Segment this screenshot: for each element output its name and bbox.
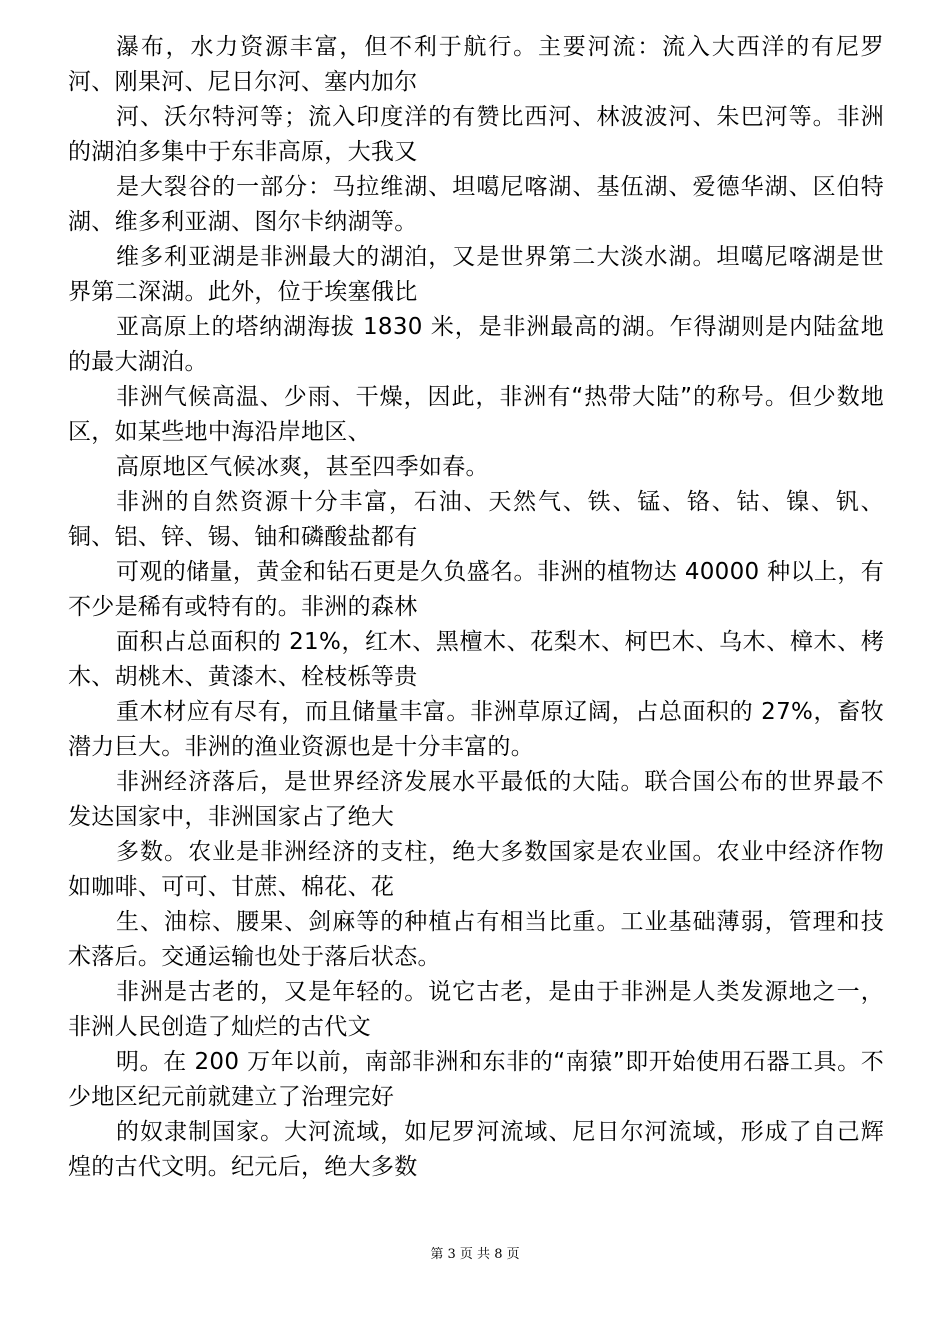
paragraph: 的奴隶制国家。大河流域，如尼罗河流域、尼日尔河流域，形成了自己辉煌的古代文明。纪元后，绝大多数: [68, 1119, 884, 1180]
paragraph: 多数。农业是非洲经济的支柱，绝大多数国家是农业国。农业中经济作物如咖啡、可可、甘蔗、棉花、花: [68, 839, 884, 900]
paragraph: 非洲的自然资源十分丰富，石油、天然气、铁、锰、铬、钴、镍、钒、铜、铝、锌、锡、铀和磷酸盐都有: [68, 489, 884, 550]
paragraph: 非洲经济落后，是世界经济发展水平最低的大陆。联合国公布的世界最不发达国家中，非洲国家占了绝大: [68, 769, 884, 830]
paragraph: 可观的储量，黄金和钻石更是久负盛名。非洲的植物达 40000 种以上，有不少是稀有或特有的。非洲的森林: [68, 559, 884, 620]
paragraph: 非洲是古老的，又是年轻的。说它古老，是由于非洲是人类发源地之一，非洲人民创造了灿烂的古代文: [68, 979, 884, 1040]
paragraph: 高原地区气候冰爽，甚至四季如春。: [116, 454, 489, 480]
paragraph: 非洲气候高温、少雨、干燥，因此，非洲有“热带大陆”的称号。但少数地区，如某些地中海沿岸地区、: [68, 384, 884, 445]
paragraph: 生、油棕、腰果、剑麻等的种植占有相当比重。工业基础薄弱，管理和技术落后。交通运输也处于落后状态。: [68, 909, 884, 970]
paragraph: 是大裂谷的一部分：马拉维湖、坦噶尼喀湖、基伍湖、爱德华湖、区伯特湖、维多利亚湖、图尔卡纳湖等。: [68, 174, 884, 235]
page-number-footer: 第 3 页 共 8 页: [430, 1247, 520, 1262]
paragraph: 明。在 200 万年以前，南部非洲和东非的“南猿”即开始使用石器工具。不少地区纪元前就建立了治理完好: [68, 1049, 884, 1110]
paragraph: 维多利亚湖是非洲最大的湖泊，又是世界第二大淡水湖。坦噶尼喀湖是世界第二深湖。此外，位于埃塞俄比: [68, 244, 884, 305]
paragraph: 河、沃尔特河等；流入印度洋的有赞比西河、林波波河、朱巴河等。非洲的湖泊多集中于东非高原，大我又: [68, 104, 884, 165]
document-body: [68, 30, 884, 1185]
paragraph: 重木材应有尽有，而且储量丰富。非洲草原辽阔，占总面积的 27%，畜牧潜力巨大。非洲的渔业资源也是十分丰富的。: [68, 699, 884, 760]
paragraph: 面积占总面积的 21%，红木、黑檀木、花梨木、柯巴木、乌木、樟木、栲木、胡桃木、黄漆木、栓枝栎等贵: [68, 629, 884, 690]
paragraph: 瀑布，水力资源丰富，但不利于航行。主要河流：流入大西洋的有尼罗河、刚果河、尼日尔河、塞内加尔: [68, 34, 884, 95]
paragraph: 亚高原上的塔纳湖海拔 1830 米，是非洲最高的湖。乍得湖则是内陆盆地的最大湖泊。: [68, 314, 884, 375]
